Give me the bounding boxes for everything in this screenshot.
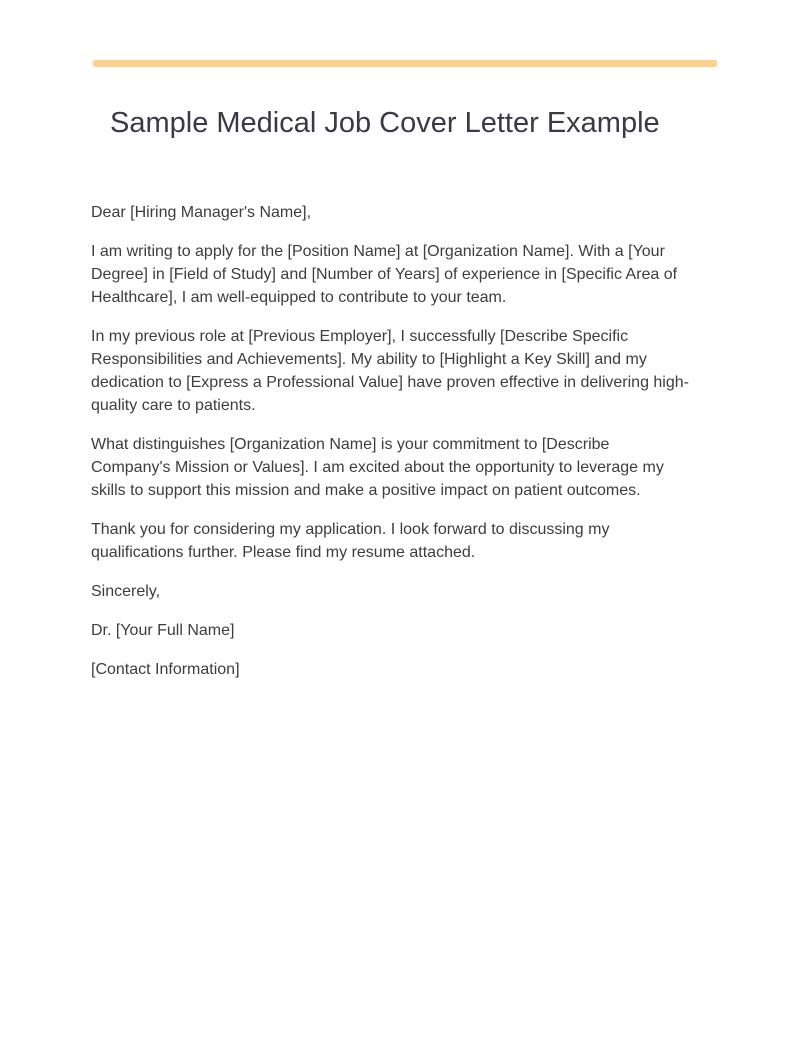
closing: Sincerely, <box>91 583 161 600</box>
body-paragraph-2: In my previous role at [Previous Employer], I successfully [Describe Specific Responsibilities and Achievements]. My ability to [Highlight a Key Skill] and my dedication to [Express a Professional Value] have proven effective in delivering high-quality care to patients. <box>91 328 689 414</box>
body-paragraph-4: Thank you for considering my application. I look forward to discussing my qualifications further. Please find my resume attached. <box>91 521 610 561</box>
body-paragraph-3: What distinguishes [Organization Name] is your commitment to [Describe Company's Mission or Values]. I am excited about the opportunity to leverage my skills to support this mission and make a positive impact on patient outcomes. <box>91 436 664 499</box>
salutation: Dear [Hiring Manager's Name], <box>91 204 312 221</box>
letter-body <box>91 201 691 697</box>
signature: Dr. [Your Full Name] <box>91 622 235 639</box>
document-title: Sample Medical Job Cover Letter Example <box>110 107 660 139</box>
accent-bar <box>93 60 717 67</box>
body-paragraph-1: I am writing to apply for the [Position Name] at [Organization Name]. With a [Your Degree] in [Field of Study] and [Number of Years] of experience in [Specific Area of Healthcare], I am well-equipped to contribute to your team. <box>91 243 678 306</box>
contact-information: [Contact Information] <box>91 661 240 678</box>
